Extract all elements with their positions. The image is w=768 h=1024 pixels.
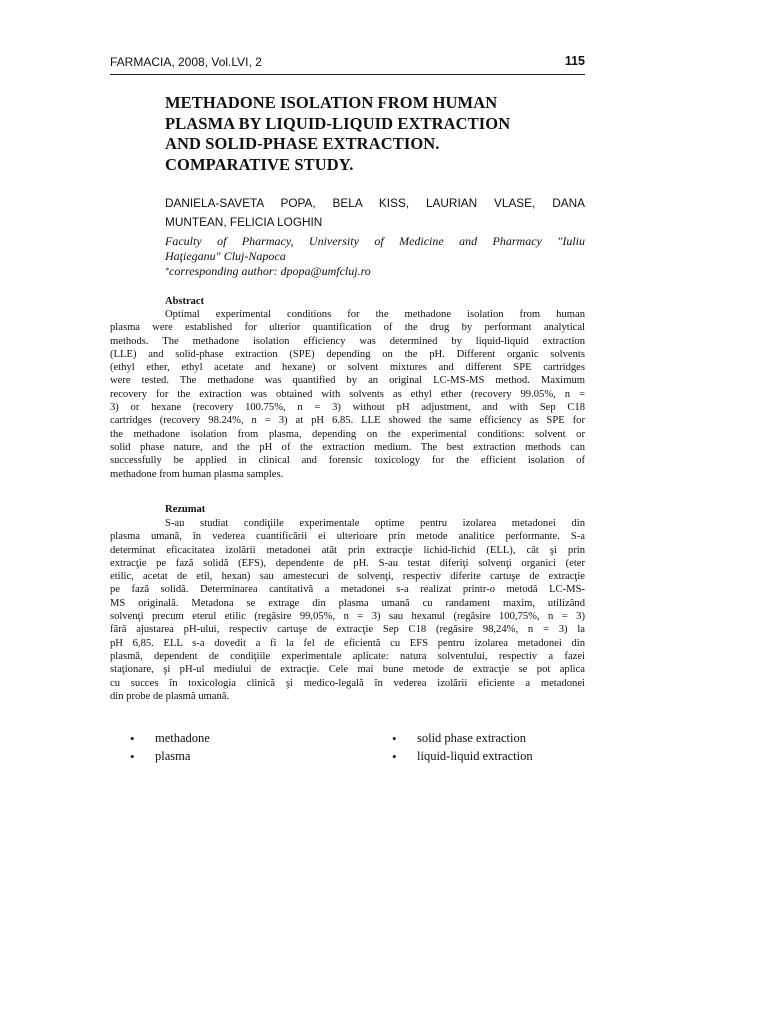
text-line: recovery for the extraction was obtained with solvents as ethyl ether (recovery 99.05%, n =: [110, 388, 585, 400]
text-line: MS originală. Metadona se extrage din plasma umană cu randament maxim, utilizând: [110, 597, 585, 609]
abstract-body: [110, 308, 585, 481]
text-line: etilic, acetat de etil, hexan) sau amestecuri de solvenţi, respectiv diferite cartuşe de extracţie: [110, 571, 585, 583]
bullet-icon: •: [392, 731, 397, 746]
text-line: solid phase nature, and the pH of the extraction medium. The best extraction methods can: [110, 441, 585, 453]
text-line: methadone from human plasma samples.: [110, 468, 284, 480]
keyword-text: liquid-liquid extraction: [417, 749, 533, 763]
title-line: PLASMA BY LIQUID-LIQUID EXTRACTION: [165, 113, 511, 133]
abstract-heading: Abstract: [165, 296, 205, 307]
author-line: MUNTEAN, FELICIA LOGHIN: [165, 214, 323, 229]
running-header: [110, 54, 585, 75]
rezumat-heading: Rezumat: [165, 504, 206, 515]
page-number: 115: [564, 54, 585, 68]
text-line: S-au studiat condiţiile experimentale optime pentru izolarea metadonei din: [165, 518, 585, 529]
text-line: plasma umană, în vederea cuantificării ei ulterioare prin metode analitice performante. S-a: [110, 531, 585, 543]
text-line: (LLE) and solid-phase extraction (SPE) depending on the pH. Different organic solvents: [110, 348, 585, 360]
text-line: were tested. The methadone was quantified by an original LC-MS-MS method. Maximum: [110, 375, 585, 387]
text-line: Optimal experimental conditions for the methadone isolation from human: [165, 309, 585, 320]
keyword-text: methadone: [155, 731, 210, 745]
text-line: extracţie pe fază solidă (EFS), dependente de pH. S-au testat diferiţi solvenţi organici (eter: [110, 557, 585, 569]
text-line: determinat eficacitatea izolării metadonei atât prin extracţie lichid-lichid (ELL), cât şi prin: [110, 544, 585, 556]
text-line: fără ajustarea pH-ului, respectiv cartuşe de extracţie Sep C18 (regăsire 98,24%, n = 3) la: [110, 624, 585, 636]
keyword-text: plasma: [155, 749, 191, 763]
text-line: cartridges (recovery 98.24%, n = 3) at pH 6.85. LLE showed the same efficiency as SPE for: [110, 415, 585, 427]
affiliation-line: Haţieganu" Cluj-Napoca: [165, 249, 286, 263]
bullet-icon: •: [392, 749, 397, 764]
text-line: the methadone isolation from plasma, depending on the experimental conditions: solvent or: [110, 428, 585, 440]
title-line: COMPARATIVE STUDY.: [165, 154, 354, 174]
author-list: [165, 194, 585, 231]
keyword-text: solid phase extraction: [417, 731, 526, 745]
corresponding-mark: *: [165, 266, 169, 275]
corresponding-author-text: corresponding author: dpopa@umfcluj.ro: [169, 264, 371, 278]
title-line: METHADONE ISOLATION FROM HUMAN: [165, 93, 498, 112]
text-line: 3) or hexane (recovery 100.75%, n = 3) without pH adjustment, and with Sep C18: [110, 402, 585, 414]
text-line: successfully be applied in clinical and forensic toxicology for the efficient isolation of: [110, 455, 585, 467]
bullet-icon: •: [130, 731, 135, 746]
text-line: methods. The methadone isolation efficiency was determined by liquid-liquid extraction: [110, 335, 585, 347]
author-line: DANIELA-SAVETA POPA, BELA KISS, LAURIAN VLASE, DANA: [165, 196, 585, 210]
article-title: [165, 93, 585, 175]
text-line: solvenţi precum eterul etilic (regăsire 99,05%, n = 3) sau hexanul (regăsire 100,75%, n = 3): [110, 611, 585, 623]
text-line: staţionare, şi pH-ul mediului de extracţie. Cele mai bune metode de extracţie se pot aplica: [110, 664, 585, 676]
text-line: din probe de plasmă umană.: [110, 690, 230, 702]
keyword-list: [130, 731, 590, 771]
journal-citation: FARMACIA, 2008, Vol.LVI, 2: [110, 55, 262, 69]
text-line: cu succes în toxicologia clinică şi medico-legală în vederea izolării eficiente a metadonei: [110, 677, 585, 689]
text-line: pe fază solidă. Determinarea cantitativă a metadonei s-a realizat printr-o metodă LC-MS-: [110, 584, 585, 596]
corresponding-author: [165, 264, 585, 279]
text-line: plasma were established for ulterior quantification of the drug by performant analytical: [110, 322, 585, 334]
title-line: AND SOLID-PHASE EXTRACTION.: [165, 134, 440, 153]
text-line: plasmă, dependent de condiţiile experimentale aplicate: natura solventului, respectiv a fazei: [110, 650, 585, 662]
text-line: (ethyl ether, ethyl acetate and hexane) or solvent mixtures and different SPE cartridges: [110, 362, 585, 374]
affiliation: [165, 234, 585, 279]
affiliation-line: Faculty of Pharmacy, University of Medicine and Pharmacy "Iuliu: [165, 234, 585, 248]
text-line: pH 6,85. ELL s-a dovedit a fi la fel de eficientă cu EFS pentru izolarea metadonei din: [110, 637, 585, 649]
rezumat-body: [110, 517, 585, 703]
bullet-icon: •: [130, 749, 135, 764]
